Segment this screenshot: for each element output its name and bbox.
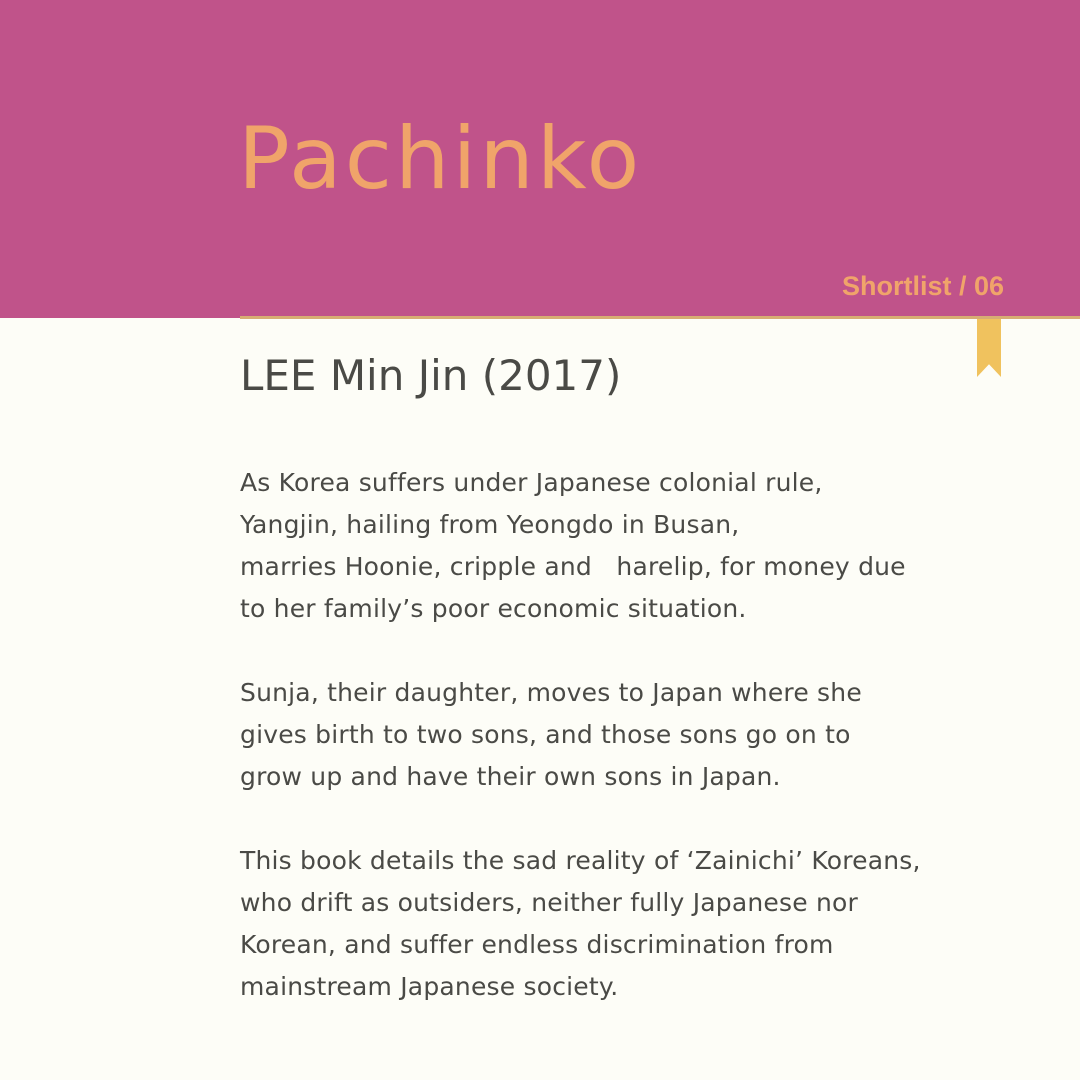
book-description — [240, 462, 1040, 1050]
description-line: Sunja, their daughter, moves to Japan where she — [240, 678, 862, 707]
description-line: This book details the sad reality of ‘Zainichi’ Koreans, — [240, 846, 921, 875]
shortlist-label: Shortlist / 06 — [841, 271, 1004, 301]
description-line: mainstream Japanese society. — [240, 972, 619, 1001]
description-line: gives birth to two sons, and those sons go on to — [240, 720, 851, 749]
bookmark-ribbon-icon — [977, 319, 1001, 377]
description-paragraph — [240, 672, 1040, 798]
description-paragraph — [240, 840, 1040, 1008]
description-line: who drift as outsiders, neither fully Japanese nor — [240, 888, 858, 917]
book-title: Pachinko — [238, 109, 643, 209]
description-line: marries Hoonie, cripple and harelip, for money due — [240, 552, 906, 581]
description-line: Yangjin, hailing from Yeongdo in Busan, — [240, 510, 740, 539]
description-line: grow up and have their own sons in Japan. — [240, 762, 781, 791]
divider-line — [240, 316, 1080, 319]
description-line: As Korea suffers under Japanese colonial rule, — [240, 468, 823, 497]
description-line: Korean, and suffer endless discrimination from — [240, 930, 834, 959]
description-paragraph — [240, 462, 1040, 630]
description-line: to her family’s poor economic situation. — [240, 594, 747, 623]
author-year: LEE Min Jin (2017) — [240, 351, 622, 400]
